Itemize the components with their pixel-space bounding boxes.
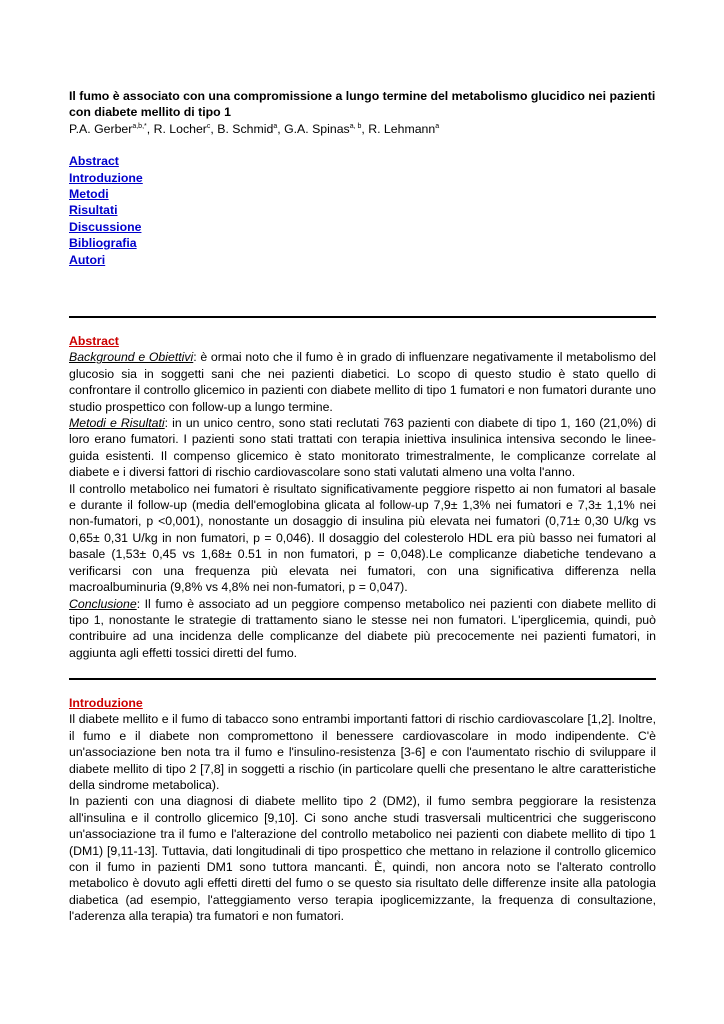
table-of-contents <box>69 153 656 268</box>
conclusion-label: Conclusione <box>69 596 137 611</box>
introduction-section <box>69 695 656 925</box>
abstract-heading: Abstract <box>69 334 119 348</box>
intro-paragraph: Il diabete mellito e il fumo di tabacco sono entrambi importanti fattori di rischio cardiovascolare [1,2]. Inoltre, il fumo e il diabete non compromettono il benessere cardiovascolare in modo indipendente. C'è un'associazione ben nota tra il fumo e l'insulino-resistenza [3-6] e con l'aumentato rischio di sviluppare il diabete mellito di tipo 2 [7,8] in soggetti a rischio (in particolare quelli che presentano le altre caratteristiche della sindrome metabolica). <box>69 712 656 793</box>
author-list <box>69 121 656 137</box>
toc-link-abstract[interactable]: Abstract <box>69 154 119 169</box>
section-divider <box>69 678 656 680</box>
toc-link-risultati[interactable]: Risultati <box>69 203 118 218</box>
background-label: Background e Obiettivi <box>69 350 194 365</box>
author: B. Schmid$^a$, <box>217 121 285 136</box>
introduction-heading: Introduzione <box>69 696 143 710</box>
toc-link-bibliografia[interactable]: Bibliografia <box>69 236 137 251</box>
abstract-background: Background e Obiettivi: è ormai noto che il fumo è in grado di influenzare negativamente il metabolismo del glucosio sia in soggetti sani che nei pazienti diabetici. Lo scopo di questo studio è stato quello di confrontare il controllo glicemico in pazienti con diabete mellito di tipo 1 fumatori e non fumatori durante uno studio prospettico con follow-up a lungo termine. <box>69 350 656 414</box>
abstract-section <box>69 333 656 661</box>
toc-link-metodi[interactable]: Metodi <box>69 187 109 202</box>
methods-label: Metodi e Risultati <box>69 416 165 431</box>
toc-link-introduzione[interactable]: Introduzione <box>69 170 143 185</box>
section-divider <box>69 316 656 318</box>
abstract-results: Il controllo metabolico nei fumatori è risultato significativamente peggiore rispetto ai non fumatori al basale e durante il follow-up (media dell'emoglobina glicata al follow-up 7,9± 1,3% nei fumatori e 7,3± 1,1% nei non-fumatori, p <0,001), nonostante un dosaggio di insulina più elevata nei fumatori (0,71± 0,30 U/kg vs 0,65± 0,31 U/kg in non fumatori, p = 0,046). Il dosaggio del colesterolo HDL era più basso nei fumatori al basale (1,53± 0,45 vs 1,68± 0.51 in non fumatori, p = 0,048).Le complicanze diabetiche tendevano a verificarsi con una frequenza più elevata nei fumatori, con una significativa differenza nella macroalbuminuria (9,8% vs 4,8% nei non-fumatori, p = 0,047). <box>69 481 656 595</box>
toc-link-autori[interactable]: Autori <box>69 252 106 267</box>
intro-paragraph: In pazienti con una diagnosi di diabete mellito tipo 2 (DM2), il fumo sembra peggiorare la resistenza all'insulina e il controllo glicemico [9,10]. Ci sono anche studi trasversali multicentrici che suggeriscono un'associazione tra il fumo e l'alterazione del controllo metabolico nei pazienti con diabete mellito di tipo 1 (DM1) [9,11-13]. Tuttavia, dati longitudinali di tipo prospettico che mettano in relazione il controllo glicemico con il fumo in pazienti DM1 sono tuttora mancanti. È, quindi, non ancora noto se l'alterato controllo metabolico è dovuto agli effetti diretti del fumo o se questo sia risultato delle differenze insite alla patologia diabetica (ad esempio, l'atteggiamento verso terapia ipoglicemizzante, la frequenza di consultazione, l'aderenza alla terapia) tra fumatori e non fumatori. <box>69 794 656 924</box>
toc-link-discussione[interactable]: Discussione <box>69 219 142 234</box>
abstract-methods: Metodi e Risultati: in un unico centro, sono stati reclutati 763 pazienti con diabete di tipo 1, 160 (21,0%) di loro erano fumatori. I pazienti sono stati trattati con terapia iniettiva insulinica intensiva secondo le linee-guida esistenti. Il compenso glicemico è stato monitorato trimestralmente, le complicanze correlate al diabete e i diversi fattori di rischio cardiovascolare sono stati valutati almeno una volta l'anno. <box>69 416 656 480</box>
header-block <box>69 88 656 268</box>
paper-title: Il fumo è associato con una compromissione a lungo termine del metabolismo glucidico nei pazienti con diabete mellito di tipo 1 <box>69 89 656 120</box>
author: G.A. Spinas$^{a, b}$, <box>284 121 369 136</box>
author: R. Locher$^c$, <box>153 121 218 136</box>
author: R. Lehmann$^a$ <box>368 121 440 136</box>
author: P.A. Gerber$^{a,b,*}$, <box>69 121 154 136</box>
abstract-conclusion: Conclusione: Il fumo è associato ad un peggiore compenso metabolico nei pazienti con diabete mellito di tipo 1, nonostante le strategie di trattamento siano le stesse nei non fumatori. L'iperglicemia, quindi, può contribuire ad una incidenza delle complicanze del diabete più precocemente nei pazienti fumatori, in aggiunta agli effetti tossici diretti del fumo. <box>69 596 656 660</box>
